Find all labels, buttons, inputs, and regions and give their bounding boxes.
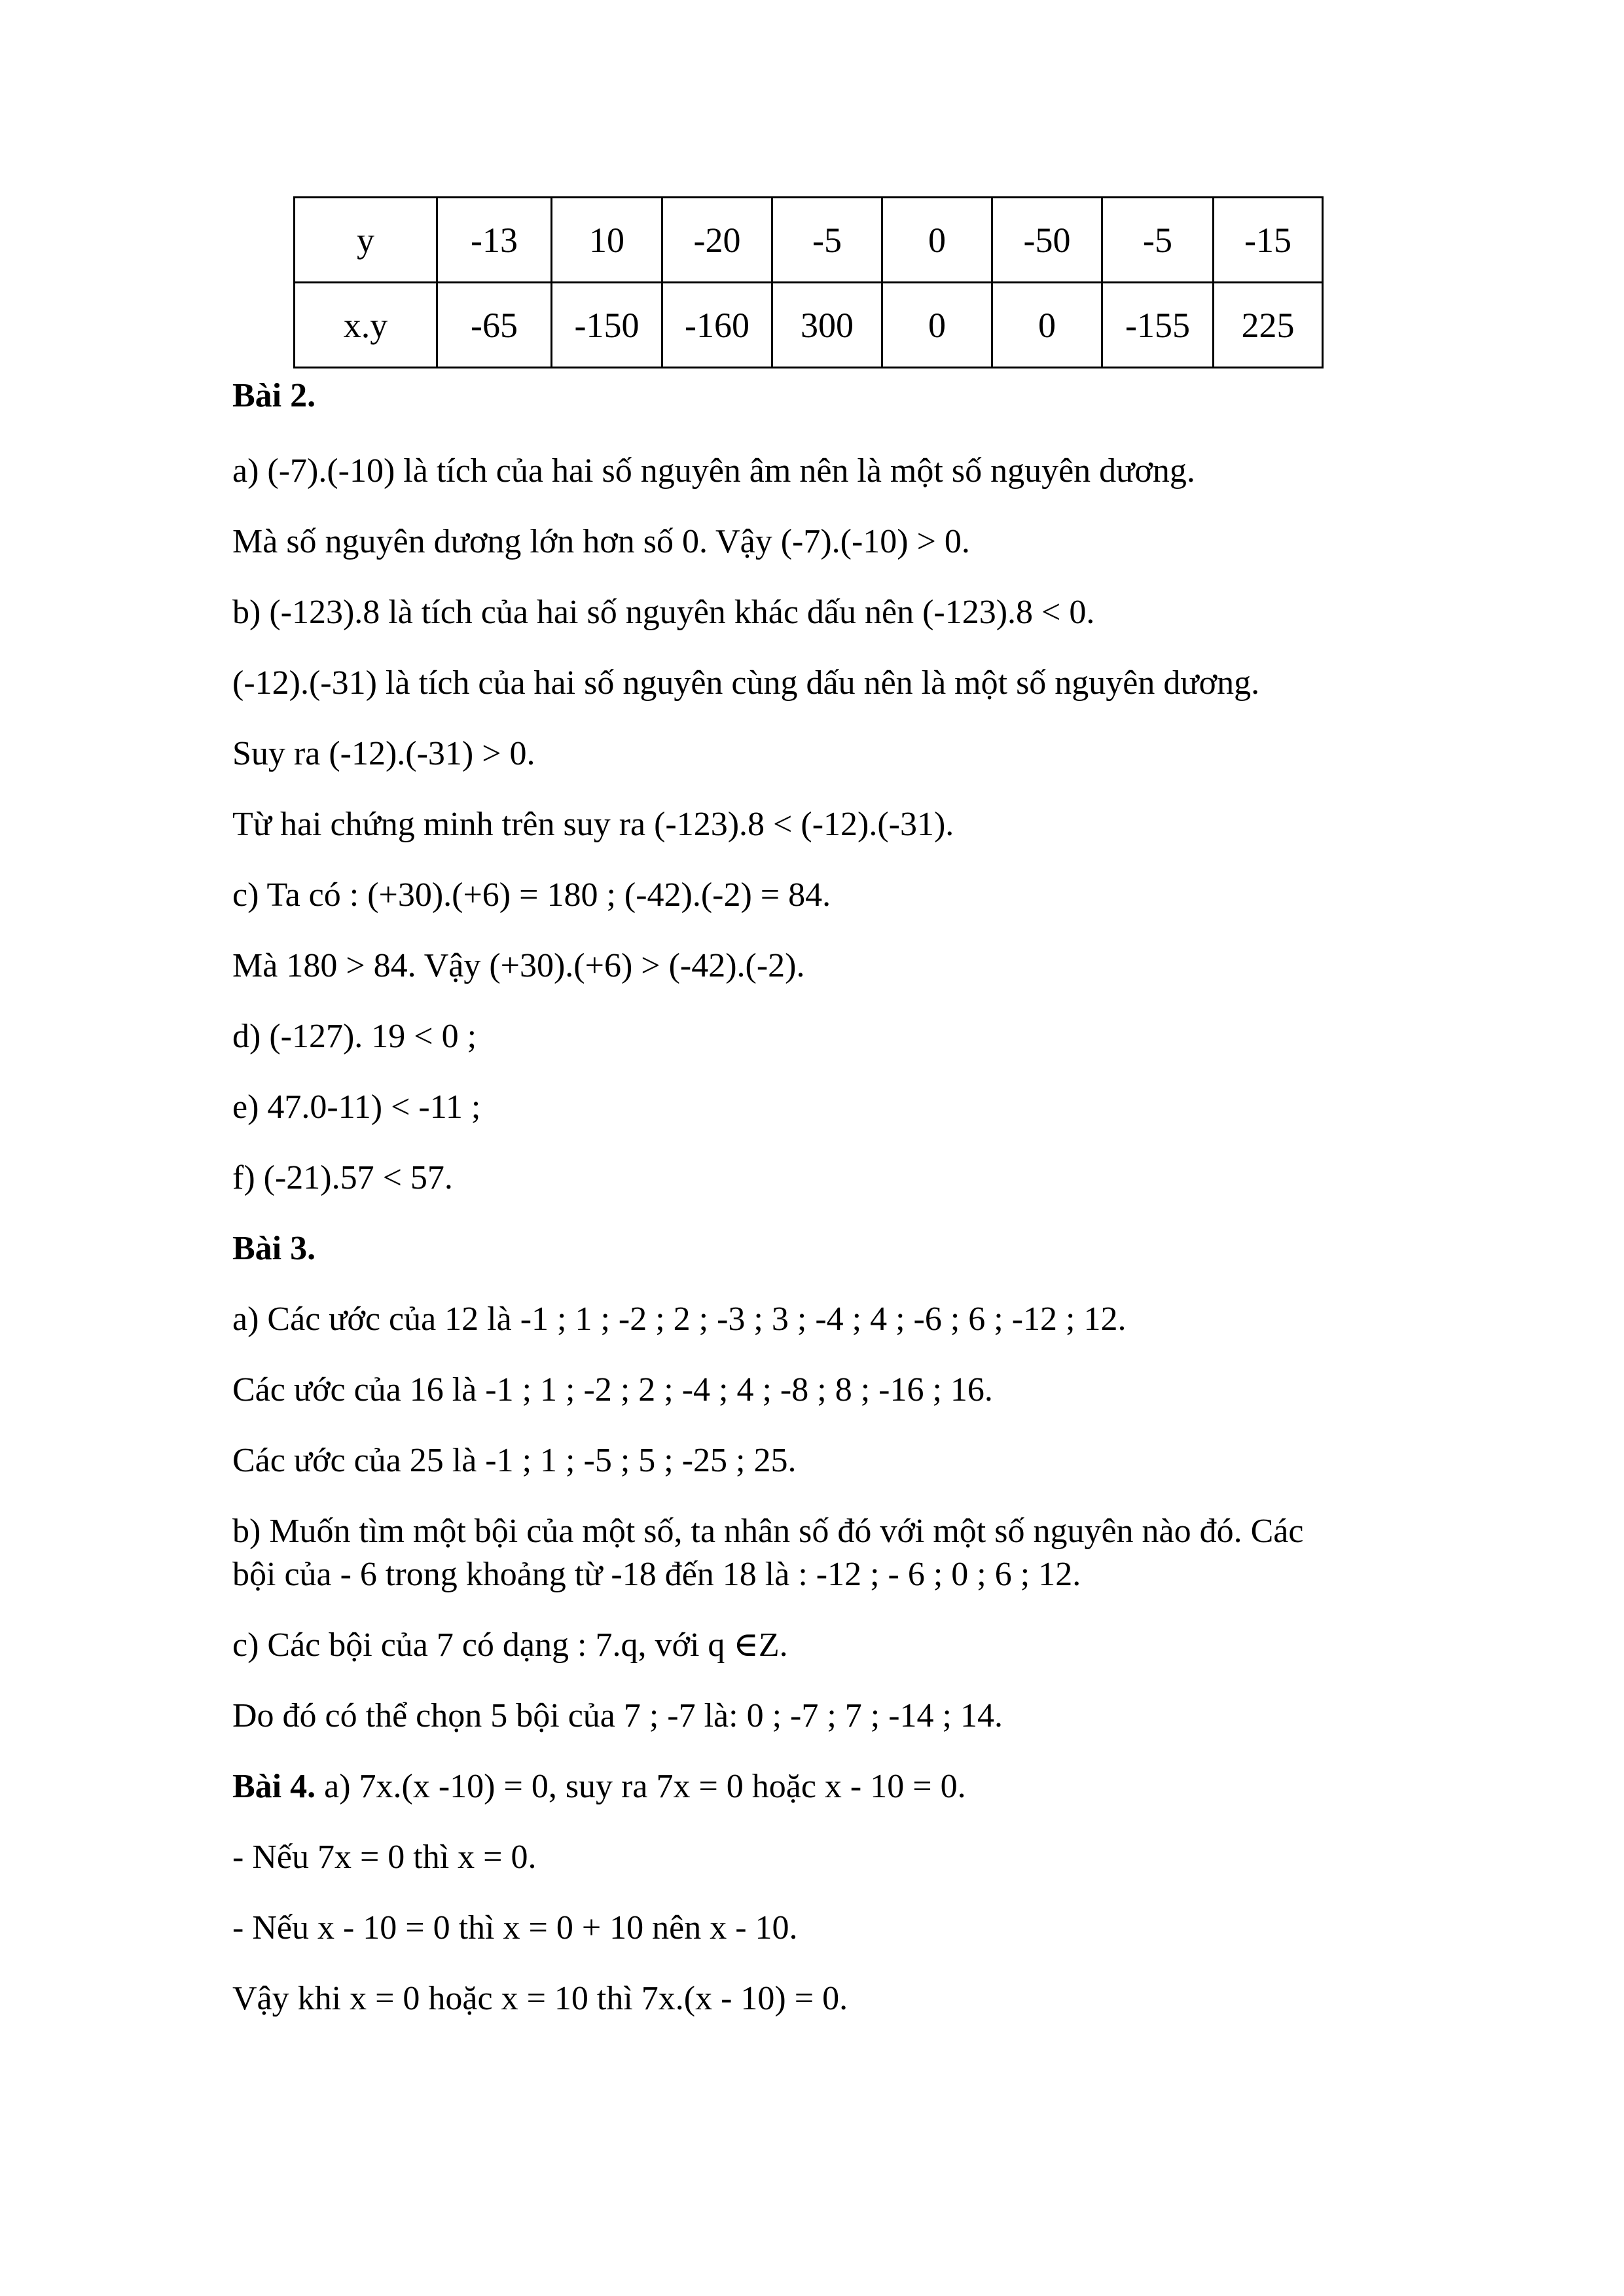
bai2-line: (-12).(-31) là tích của hai số nguyên cùng dấu nên là một số nguyên dương.	[232, 664, 1260, 702]
bai3-line: Các ước của 16 là -1 ; 1 ; -2 ; 2 ; -4 ; 4 ; -8 ; 8 ; -16 ; 16.	[232, 1371, 993, 1408]
bai4-heading: Bài 4.	[232, 1768, 316, 1805]
row-label-y: y	[295, 198, 437, 283]
bai3-line: a) Các ước của 12 là -1 ; 1 ; -2 ; 2 ; -3 ; 3 ; -4 ; 4 ; -6 ; 6 ; -12 ; 12.	[232, 1300, 1127, 1338]
bai2-line: e) 47.0-11) < -11 ;	[232, 1088, 481, 1126]
bai4-line: - Nếu 7x = 0 thì x = 0.	[232, 1839, 537, 1876]
bai2-line: Mà 180 > 84. Vậy (+30).(+6) > (-42).(-2).	[232, 947, 805, 984]
table-cell: -15	[1214, 198, 1323, 283]
bai2-line: d) (-127). 19 < 0 ;	[232, 1018, 477, 1055]
table-cell: -20	[662, 198, 772, 283]
table-cell: -5	[772, 198, 882, 283]
table-cell: -65	[437, 283, 552, 368]
bai2-line: f) (-21).57 < 57.	[232, 1159, 453, 1196]
bai3-line: c) Các bội của 7 có dạng : 7.q, với q ∈Z.	[232, 1626, 788, 1664]
bai4-part-a: a) 7x.(x -10) = 0, suy ra 7x = 0 hoặc x - 10 = 0.	[316, 1768, 966, 1805]
table-cell: 0	[992, 283, 1102, 368]
table-cell: -5	[1102, 198, 1214, 283]
table-cell: 10	[552, 198, 662, 283]
bai4-first-line	[232, 1765, 966, 1808]
bai2-line: Từ hai chứng minh trên suy ra (-123).8 < (-12).(-31).	[232, 806, 954, 843]
table-cell: 300	[772, 283, 882, 368]
bai4-line: Vậy khi x = 0 hoặc x = 10 thì 7x.(x - 10) = 0.	[232, 1980, 848, 2017]
table-row	[295, 283, 1323, 368]
bai3-line: b) Muốn tìm một bội của một số, ta nhân số đó với một số nguyên nào đó. Các	[232, 1513, 1304, 1550]
bai4-line: - Nếu x - 10 = 0 thì x = 0 + 10 nên x - 10.	[232, 1909, 798, 1946]
bai2-heading: Bài 2.	[232, 377, 316, 414]
bai2-line: Mà số nguyên dương lớn hơn số 0. Vậy (-7).(-10) > 0.	[232, 523, 970, 560]
bai3-line: Các ước của 25 là -1 ; 1 ; -5 ; 5 ; -25 ; 25.	[232, 1442, 797, 1479]
bai3-line: bội của - 6 trong khoảng từ -18 đến 18 là : -12 ; - 6 ; 0 ; 6 ; 12.	[232, 1556, 1081, 1593]
bai2-line: c) Ta có : (+30).(+6) = 180 ; (-42).(-2) = 84.	[232, 876, 831, 914]
table-cell: -50	[992, 198, 1102, 283]
bai2-line: a) (-7).(-10) là tích của hai số nguyên âm nên là một số nguyên dương.	[232, 452, 1195, 490]
row-label-xy: x.y	[295, 283, 437, 368]
bai2-line: Suy ra (-12).(-31) > 0.	[232, 735, 535, 772]
table-cell: -160	[662, 283, 772, 368]
bai3-heading: Bài 3.	[232, 1230, 316, 1267]
table-row	[295, 198, 1323, 283]
table-cell: 225	[1214, 283, 1323, 368]
values-table	[293, 196, 1324, 368]
table-cell: 0	[882, 198, 992, 283]
bai2-line: b) (-123).8 là tích của hai số nguyên khác dấu nên (-123).8 < 0.	[232, 594, 1095, 631]
table-cell: -13	[437, 198, 552, 283]
table-cell: -150	[552, 283, 662, 368]
bai3-line: Do đó có thể chọn 5 bội của 7 ; -7 là: 0 ; -7 ; 7 ; -14 ; 14.	[232, 1697, 1003, 1734]
table-cell: 0	[882, 283, 992, 368]
table-cell: -155	[1102, 283, 1214, 368]
